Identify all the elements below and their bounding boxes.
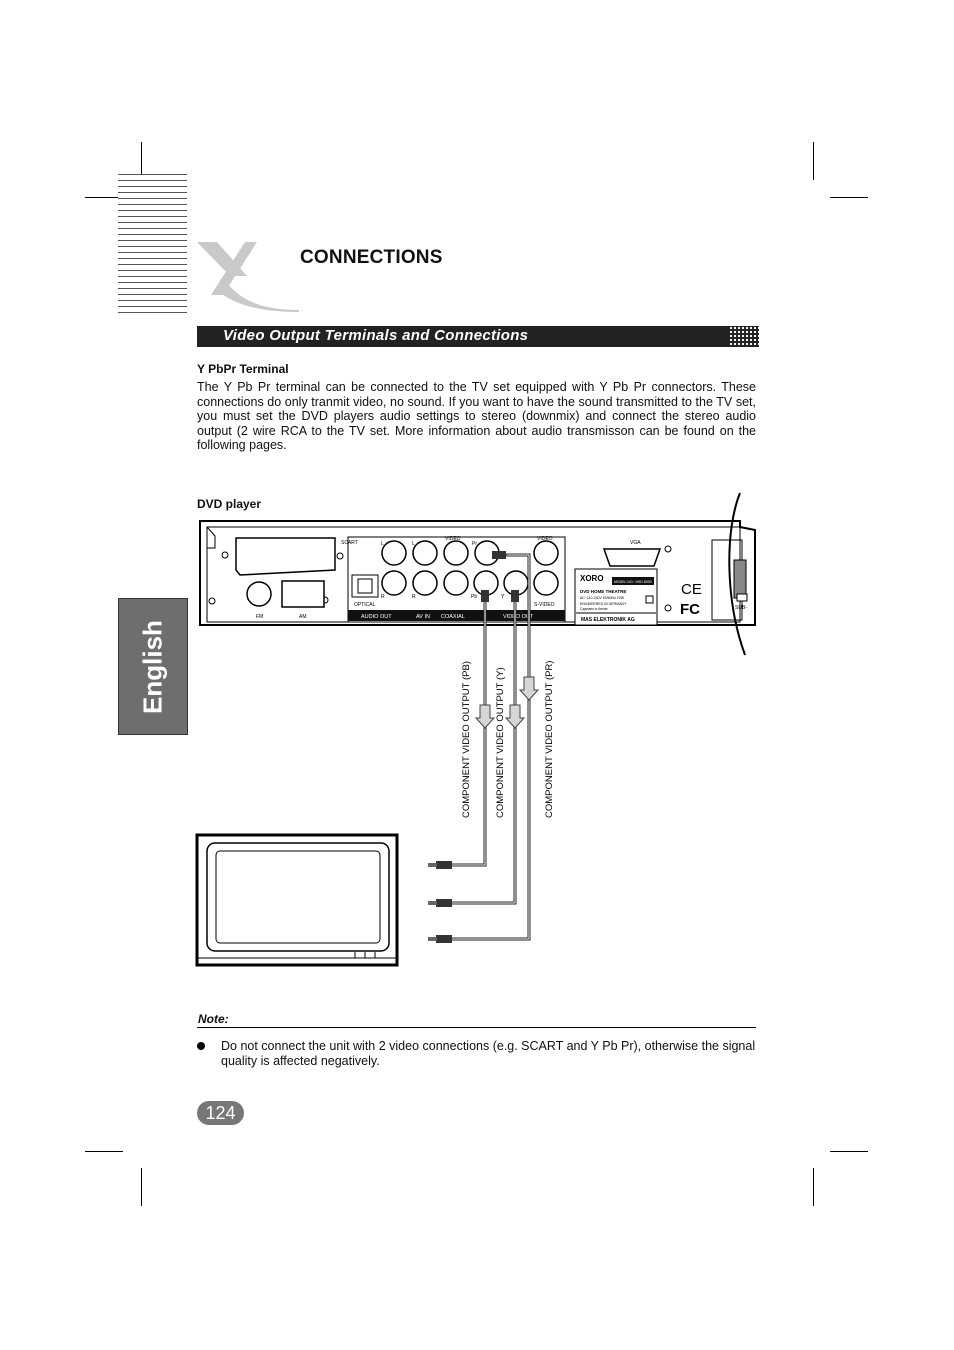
- pb-label: Pb: [471, 594, 478, 600]
- l2-label: L: [412, 541, 415, 547]
- av-in-label: AV IN: [416, 614, 430, 620]
- fm-label: FM: [256, 614, 264, 620]
- tv-set: [197, 835, 397, 965]
- y-cable-label: COMPONENT VIDEO OUTPUT (Y): [495, 667, 506, 818]
- subheading: Y PbPr Terminal: [197, 362, 289, 376]
- pr-cable-label: COMPONENT VIDEO OUTPUT (PR): [544, 660, 555, 818]
- crop-mark: [141, 1168, 142, 1206]
- video-top-label: VIDEO: [445, 536, 461, 542]
- pr-plug: [492, 551, 506, 559]
- bullet-icon: [197, 1042, 205, 1050]
- l1-label: L: [381, 541, 384, 547]
- tv-end-plugs: [428, 861, 452, 943]
- s-video-label: S-VIDEO: [534, 602, 555, 608]
- ce-label: CE: [681, 581, 702, 598]
- page-number: 124: [197, 1101, 244, 1125]
- vga-label: VGA: [630, 540, 641, 546]
- scart-label: SCART: [341, 540, 358, 546]
- r2-label: R: [412, 594, 416, 600]
- r1-label: R: [381, 594, 385, 600]
- maker-label: MAS ELEKTRONIK AG: [581, 617, 635, 623]
- crop-mark: [830, 1151, 868, 1152]
- product-label: DVD HOME THEATRE: [580, 589, 627, 594]
- pb-cable-label: COMPONENT VIDEO OUTPUT (PB): [461, 661, 472, 818]
- model-label: MODEL NO.: HSD 8000: [614, 580, 652, 584]
- video-out-label: VIDEO OUT: [503, 614, 534, 620]
- dvd-player-rear-panel: [200, 493, 755, 655]
- figure-label: DVD player: [197, 497, 262, 511]
- engineered-label: ENGINEERED IN GERMANY: [580, 602, 627, 606]
- crop-mark: [85, 1151, 123, 1152]
- note-divider: [197, 1027, 756, 1028]
- brand-label: XORO: [580, 574, 604, 583]
- am-label: AM: [299, 614, 307, 620]
- note-text: Do not connect the unit with 2 video connections (e.g. SCART and Y Pb Pr), otherwise the signal quality is affected negatively.: [221, 1039, 756, 1068]
- fc-label: FC: [680, 601, 700, 618]
- made-in-label: Сделано в Китае: [580, 607, 608, 611]
- y-label: Y: [501, 594, 505, 600]
- audio-out-label: AUDIO OUT: [361, 614, 392, 620]
- body-paragraph: The Y Pb Pr terminal can be connected to the TV set equipped with Y Pb Pr connectors. These connections do only tranmit video, no sound. If you want to have the sound transmitted to the TV set, you must set the DVD players audio settings to stereo (downmix) and connect the stereo audio output (2 wire RCA to the TV set. More information about audio transmisson can be found on the following pages.: [197, 380, 756, 452]
- power-label: AC~110-240V 50/60Hz 20W: [580, 596, 625, 600]
- page-title: CONNECTIONS: [300, 247, 443, 268]
- y-plug: [511, 590, 519, 602]
- coaxial-label: COAXIAL: [441, 614, 465, 620]
- sub-label: SUB-: [735, 605, 747, 611]
- note-label: Note:: [198, 1012, 229, 1026]
- video-top2-label: VIDEO: [537, 536, 553, 542]
- pb-plug: [481, 590, 489, 602]
- optical-label: OPTICAL: [354, 602, 376, 608]
- language-tab-label: English: [137, 619, 168, 714]
- pr-label: Pr: [472, 541, 477, 547]
- crop-mark: [813, 1168, 814, 1206]
- banner-title: Video Output Terminals and Connections: [223, 327, 529, 344]
